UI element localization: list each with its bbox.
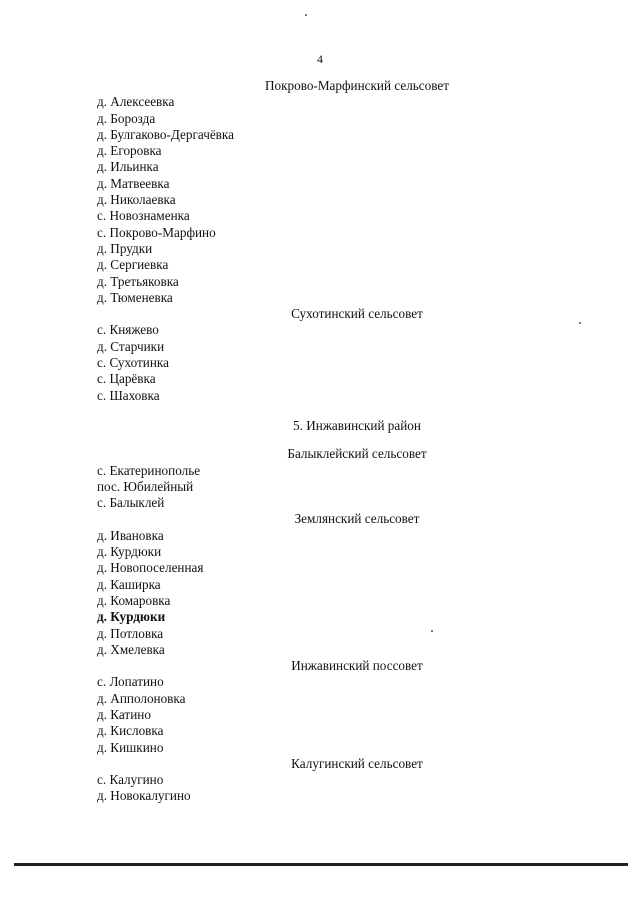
- settlement-item: д. Егоровка: [97, 143, 162, 159]
- settlement-item: д. Ильинка: [97, 159, 159, 175]
- council-heading: Землянский сельсовет: [294, 511, 420, 527]
- settlement-item: с. Шаховка: [97, 387, 160, 403]
- settlement-item: д. Прудки: [97, 240, 153, 256]
- settlement-item: д. Курдюки: [97, 544, 162, 560]
- council-heading: Калугинский сельсовет: [291, 755, 423, 771]
- council-heading: Балыклейский сельсовет: [287, 446, 427, 462]
- settlement-item: д. Алексеевка: [97, 94, 175, 110]
- council-heading: Инжавинский поссовет: [291, 658, 423, 674]
- council-heading: Покрово-Марфинский сельсовет: [264, 78, 449, 93]
- settlement-item: д. Катино: [97, 706, 151, 722]
- settlement-item: с. Княжево: [97, 322, 159, 338]
- settlement-item: с. Царёвка: [97, 371, 156, 387]
- scan-speck: [431, 630, 433, 632]
- settlement-item: д. Новокалугино: [97, 788, 191, 804]
- settlement-item: д. Борозда: [97, 110, 156, 126]
- settlement-item: д. Тюменевка: [97, 289, 173, 305]
- settlement-item: с. Калугино: [97, 772, 164, 788]
- bottom-rule: [14, 863, 628, 866]
- district-heading: 5. Инжавинский район: [293, 417, 421, 433]
- settlement-item: д. Старчики: [97, 338, 165, 354]
- settlement-item: д. Каширка: [97, 576, 161, 592]
- settlement-item: д. Третьяковка: [97, 273, 179, 289]
- settlement-item: д. Кисловка: [97, 723, 164, 739]
- scan-speck: [305, 14, 307, 16]
- settlement-item: д. Новопоселенная: [97, 560, 204, 576]
- settlement-item: с. Лопатино: [97, 674, 164, 690]
- settlement-item: д. Кишкино: [97, 739, 164, 755]
- settlement-item: пос. Юбилейный: [97, 478, 194, 494]
- settlement-item: с. Новознаменка: [97, 208, 190, 224]
- scan-speck: [579, 322, 581, 324]
- settlement-item: д. Хмелевка: [97, 641, 165, 657]
- settlement-item: д. Булгаково-Дергачёвка: [97, 126, 234, 142]
- page-number: 4: [317, 52, 323, 66]
- settlement-item: с. Балыклей: [97, 495, 165, 511]
- settlement-item: с. Покрово-Марфино: [97, 224, 216, 240]
- settlement-item: д. Сергиевка: [97, 257, 169, 273]
- settlement-item: с. Сухотинка: [97, 355, 169, 371]
- settlement-list: [97, 78, 557, 805]
- settlement-item: д. Ивановка: [97, 527, 164, 543]
- settlement-item: д. Николаевка: [97, 192, 176, 208]
- council-heading: Сухотинский сельсовет: [291, 306, 423, 322]
- settlement-item: д. Потловка: [97, 625, 164, 641]
- settlement-item: с. Екатеринополье: [97, 462, 201, 478]
- settlement-item: д. Апполоновка: [97, 690, 186, 706]
- settlement-item: д. Комаровка: [97, 592, 171, 608]
- settlement-item: д. Матвеевка: [97, 175, 170, 191]
- settlement-item: д. Курдюки: [97, 609, 166, 625]
